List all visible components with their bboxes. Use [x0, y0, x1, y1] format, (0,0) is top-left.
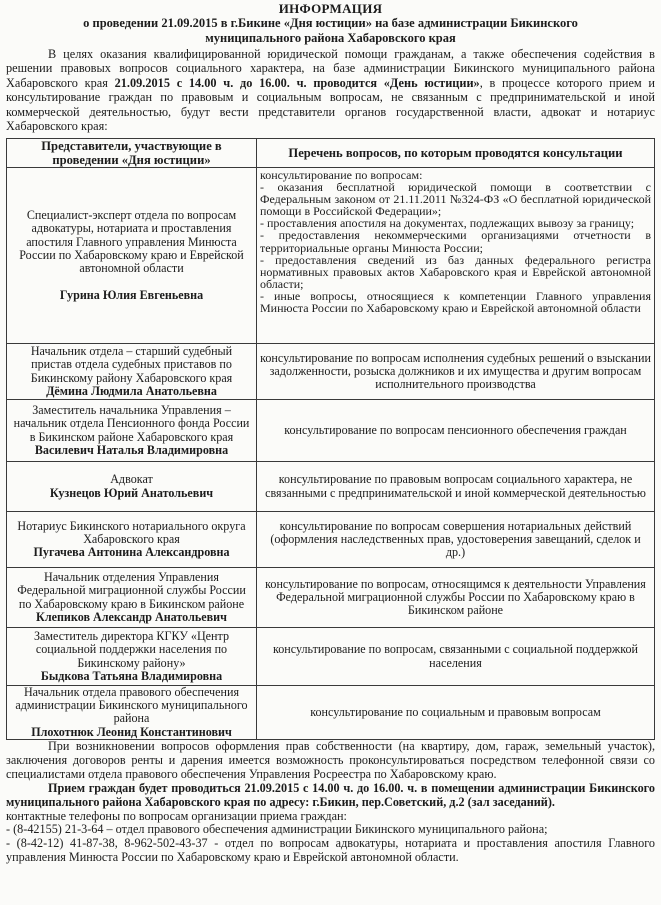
topic-item: - проставления апостиля на документах, подлежащих вывозу за границу; [260, 216, 635, 231]
header-topics: Перечень вопросов, по которым проводятся консультации [257, 139, 655, 168]
table-header-row [7, 139, 655, 168]
document-subtitle [6, 16, 655, 46]
representative-cell [7, 168, 257, 344]
representative-name: Плохотнюк Леонид Константинович [31, 724, 232, 739]
intro-bold-time: 21.09.2015 с 14.00 ч. до 16.00. ч. проводится «День юстиции» [114, 75, 480, 90]
topics-cell: консультирование по вопросам совершения нотариальных действий (оформления наследственных прав, удостоверения завещаний, сделок и др.) [257, 512, 655, 568]
representative-position: Нотариус Бикинского нотариального округа Хабаровского края [17, 518, 246, 546]
table-row [7, 168, 655, 344]
table-row [7, 568, 655, 628]
topic-item: консультирование по вопросам: [260, 168, 423, 182]
subtitle-line-1: о проведении 21.09.2015 в г.Бикине «Дня юстиции» на базе администрации Бикинского [83, 16, 578, 30]
document-title: ИНФОРМАЦИЯ [278, 1, 383, 16]
representative-position: Адвокат [110, 472, 153, 487]
rosreestr-paragraph: При возникновении вопросов оформления прав собственности (на квартиру, дом, гараж, земельный участок), заключения договоров ренты и дарения имеется возможность проконсультироваться посредством телефонной связи со специалистами отдела правового обеспечения Управления Росреестра по Хабаровскому краю. [6, 739, 655, 781]
table-row [7, 512, 655, 568]
phones-title: контактные телефоны по вопросам организации приема граждан: [6, 808, 347, 823]
topics-cell: консультирование по социальным и правовым вопросам [257, 686, 655, 740]
representative-cell [7, 568, 257, 628]
topic-item: - иные вопросы, относящиеся к компетенции Главного управления Минюста России по Хабаровскому краю и Еврейской автономной области [260, 288, 651, 316]
representative-position: Начальник отдела правового обеспечения администрации Бикинского муниципального района [15, 685, 248, 726]
table-row [7, 462, 655, 512]
topics-cell: консультирование по вопросам исполнения судебных решений о взыскании задолженности, розыска должников и их имущества и другим вопросам исполнительного производства [257, 344, 655, 400]
representative-name: Быдкова Татьяна Владимировна [40, 668, 223, 683]
representative-position: Заместитель начальника Управления – начальник отдела Пенсионного фонда России в Бикинском районе Хабаровского края [13, 403, 250, 444]
topic-item: - оказания бесплатной юридической помощи в соответствии с Федеральным законом от 21.11.2011 №324-ФЗ «О бесплатной юридической помощи в Российской Федерации»; [260, 180, 651, 219]
header-representatives: Представители, участвующие в проведении «Дня юстиции» [7, 139, 257, 168]
topic-item: - предоставления сведений из баз данных федерального регистра нормативных правовых актов Хабаровского края и Еврейской автономной области; [260, 252, 651, 291]
footer-section [6, 740, 655, 865]
representative-position: Заместитель директора КГКУ «Центр социальной поддержки населения по Бикинскому району» [33, 629, 230, 670]
representative-name: Гурина Юлия Евгеньевна [59, 287, 204, 302]
intro-text-2: , в процессе которого прием и консультирование граждан по правовым и социальным вопросам, не связанным с предпринимательской и иной коммерческой деятельностью, будут вести представители органов государственной власти, адвокат и нотариус Хабаровского края: [6, 75, 655, 134]
representative-cell [7, 344, 257, 400]
representative-cell [7, 462, 257, 512]
table-row [7, 400, 655, 462]
representative-name: Пугачева Антонина Александровна [33, 545, 230, 560]
intro-text-1: В целях оказания квалифицированной юридической помощи гражданам, а также обеспечения содействия в решении правовых вопросов социального характера, на базе администрации Бикинского муниципального района Хабаровского края [6, 47, 655, 90]
representative-cell [7, 400, 257, 462]
representative-cell [7, 686, 257, 740]
topics-cell: консультирование по вопросам, связанными с социальной поддержкой населения [257, 628, 655, 686]
representative-position: Начальник отдела – старший судебный пристав отдела судебных приставов по Бикинскому району Хабаровского края [30, 344, 233, 385]
reception-paragraph: Прием граждан будет проводиться 21.09.2015 с 14.00 ч. до 16.00. ч. в помещении администрации Бикинского муниципального района Хабаровского края по адресу: г.Бикин, пер.Советский, д.2 (зал заседаний). [6, 780, 655, 809]
representative-cell [7, 628, 257, 686]
representative-name: Кузнецов Юрий Анатольевич [49, 485, 214, 500]
intro-paragraph [6, 47, 655, 133]
table-row [7, 628, 655, 686]
phone-line: - (8-42155) 21-3-64 – отдел правового обеспечения администрации Бикинского муниципального района; [6, 822, 548, 837]
representative-position: Специалист-эксперт отдела по вопросам адвокатуры, нотариата и проставления апостиля Главного управления Минюста России по Хабаровскому краю и Еврейской автономной области [19, 208, 244, 276]
topics-cell [257, 168, 655, 344]
representative-position: Начальник отделения Управления Федеральной миграционной службы России по Хабаровскому краю в Бикинском районе [17, 570, 246, 611]
topics-cell: консультирование по вопросам пенсионного обеспечения граждан [257, 400, 655, 462]
topics-cell: консультирование по правовым вопросам социального характера, не связанными с предпринимательской и иной коммерческой деятельностью [257, 462, 655, 512]
document-page [0, 2, 661, 905]
table-row [7, 344, 655, 400]
representative-cell [7, 512, 257, 568]
consultation-table [6, 138, 655, 740]
representative-name: Клепиков Александр Анатольевич [36, 609, 227, 624]
topics-cell: консультирование по вопросам, относящимся к деятельности Управления Федеральной миграционной службы России по Хабаровскому краю в Бикинском районе [257, 568, 655, 628]
subtitle-line-2: муниципального района Хабаровского края [205, 31, 456, 45]
table-row [7, 686, 655, 740]
representative-name: Василевич Наталья Владимировна [34, 442, 229, 457]
representative-name: Дёмина Людмила Анатольевна [46, 383, 217, 398]
topic-item: - предоставления некоммерческими организациями отчетности в территориальные органы Минюста России; [260, 228, 651, 255]
phone-line: - (8-42-12) 41-87-38, 8-962-502-43-37 - отдел по вопросам адвокатуры, нотариата и проставления апостиля Главного управления Минюста России по Хабаровскому краю и Еврейской автономной области. [6, 836, 655, 865]
